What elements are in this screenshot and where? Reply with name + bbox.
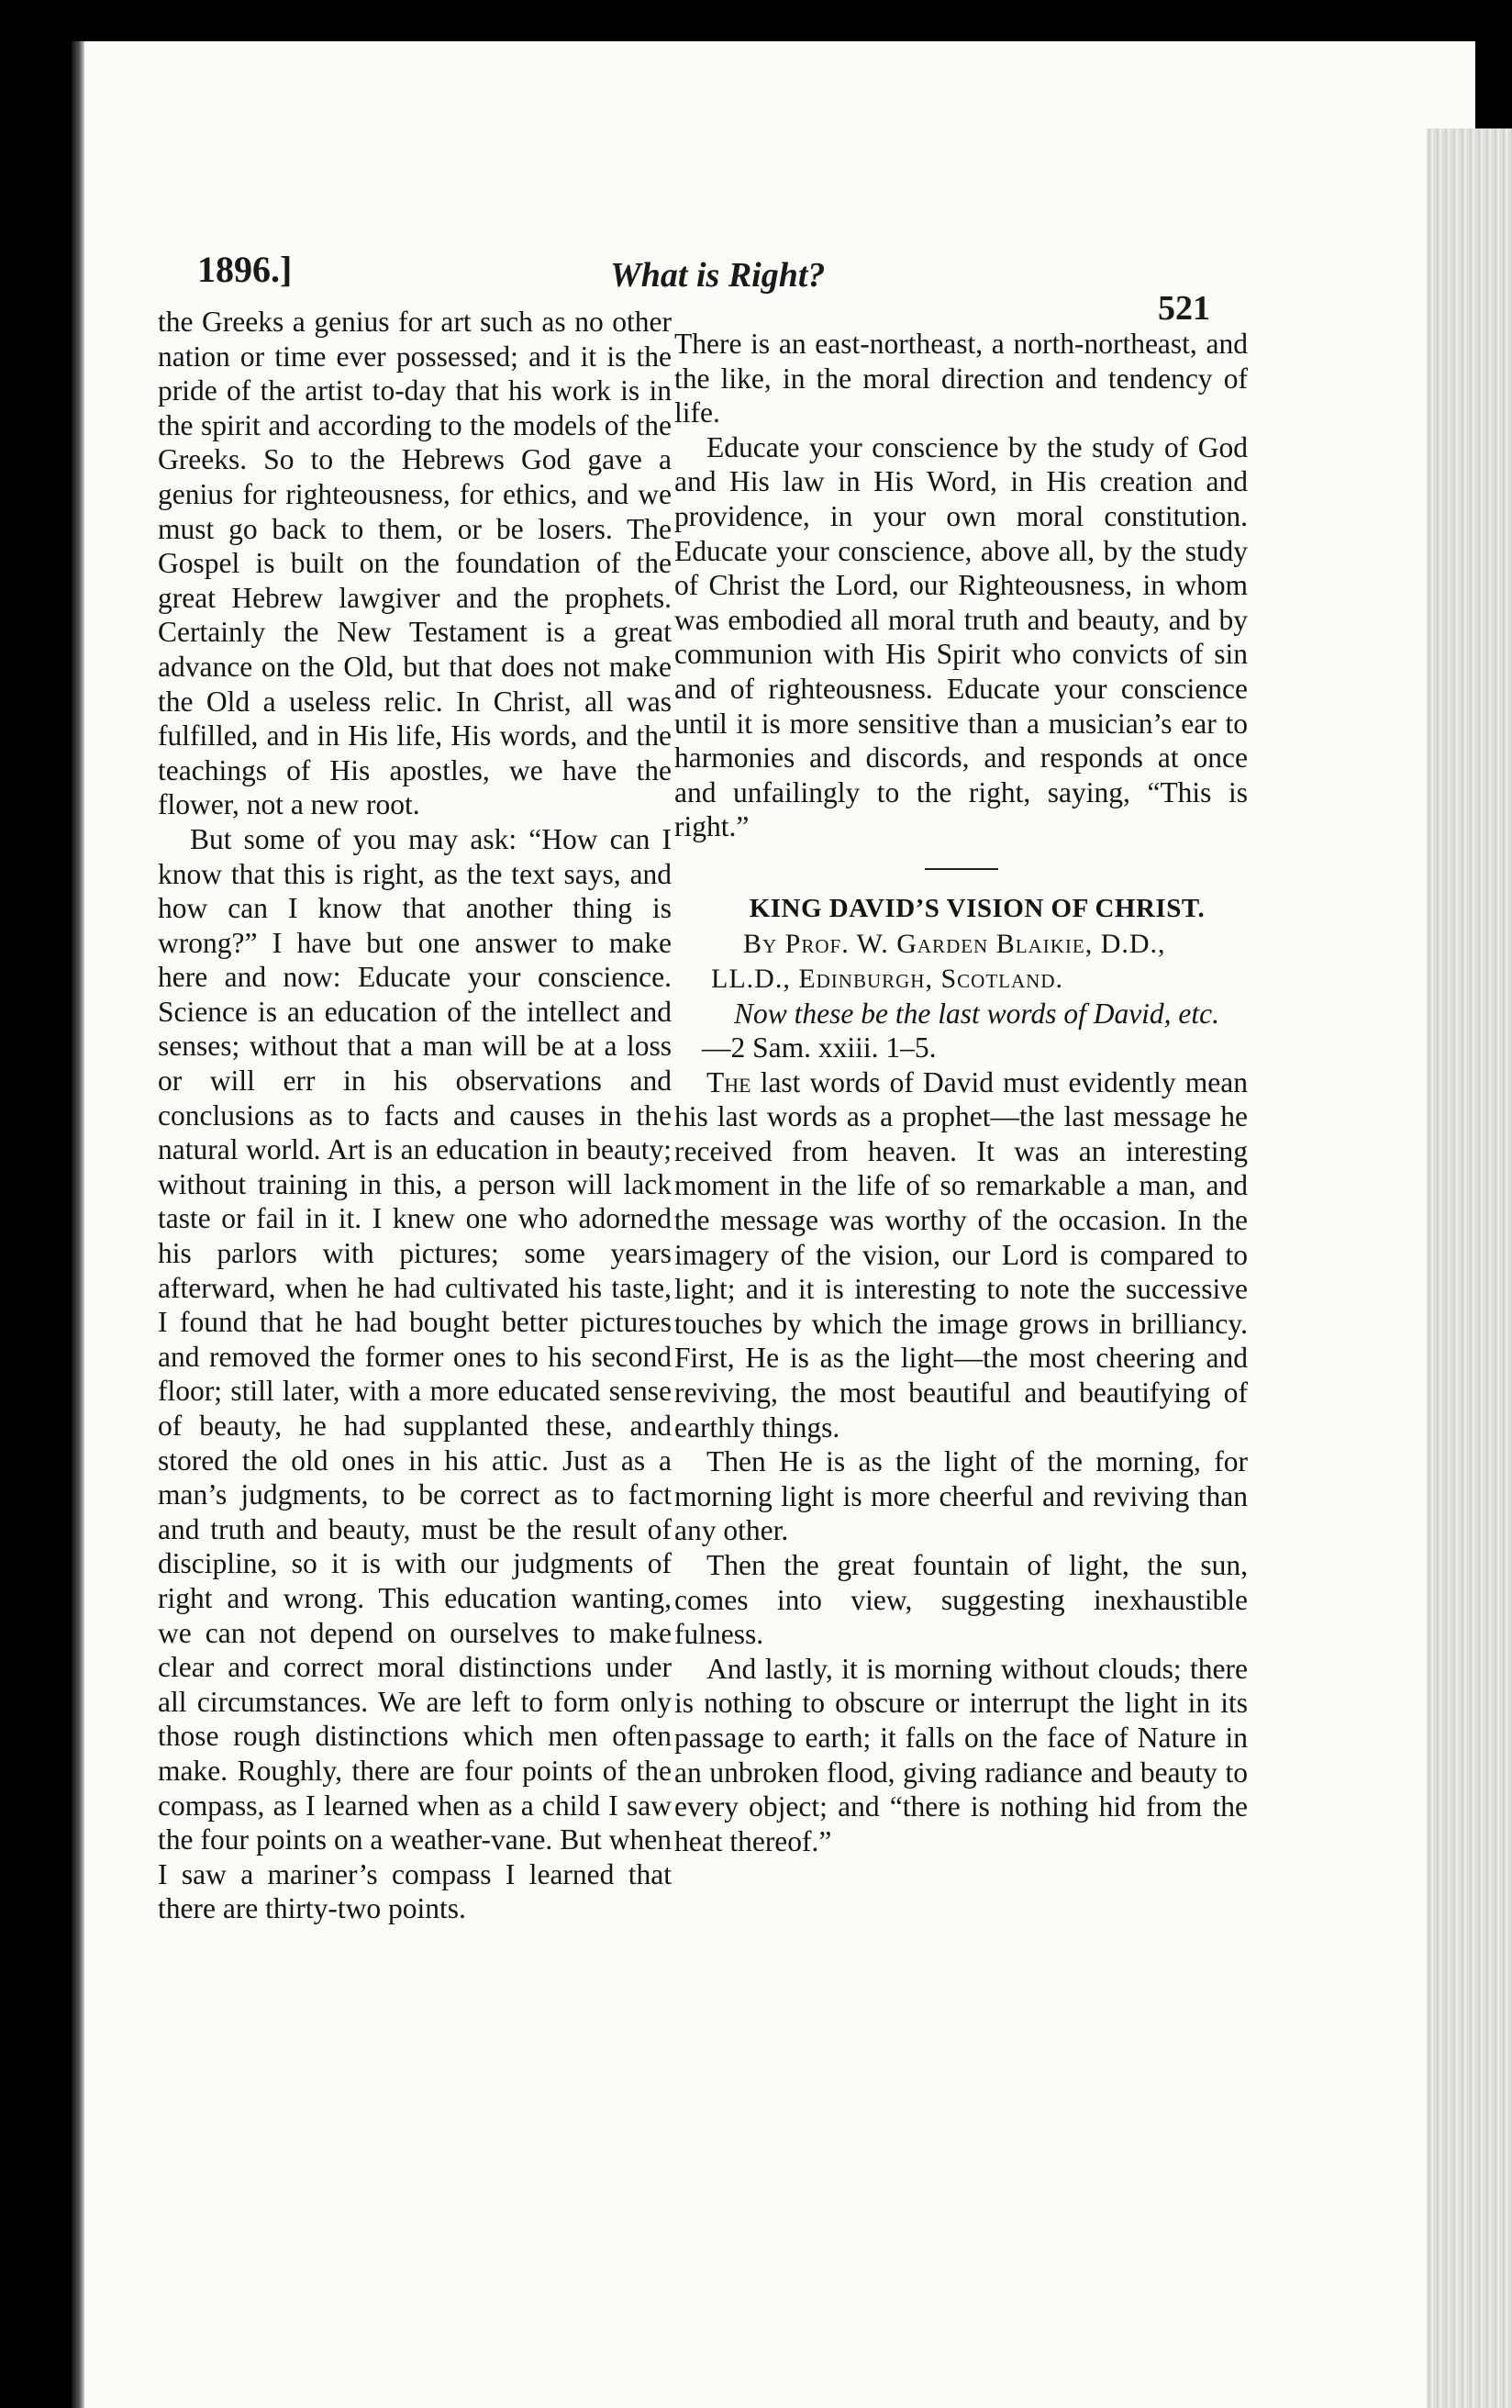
paragraph: There is an east-northeast, a north-northeast, and the like, in the moral direction and tendency of life. (674, 328, 1248, 429)
paragraph: the Greeks a genius for art such as no other nation or time ever possessed; and it is the pride of the artist to-day that his work is in the spirit and according to the models of the Greeks. So to the Hebrews God gave a genius for righteousness, for ethics, and we must go back to them, or be losers. The Gospel is built on the foundation of the great Hebrew lawgiver and the prophets. Certainly the New Testament is a great advance on the Old, but that does not make the Old a useless relic. In Christ, all was fulfilled, and in His life, His words, and the teachings of His apostles, we have the flower, not a new root. (158, 306, 672, 821)
epigraph-reference: —2 Sam. xxiii. 1–5. (702, 1031, 937, 1065)
header-year: 1896.] (197, 249, 293, 290)
page-edge-stack (1427, 128, 1512, 2408)
byline: By Prof. W. Garden Blaikie, D.D., LL.D., Edinburgh, Scotland. (711, 928, 1166, 994)
paragraph: But some of you may ask: “How can I know that this is right, as the text says, and how can I know that another thing is wrong?” I have but one answer to make here and now: Educate your conscience. Science is an education of the intellect and senses; without that a man will be at a loss or will err in his observations and conclusions as to facts and causes in the natural world. Art is an education in beauty; without training in this, a person will lack taste or fail in it. I knew one who adorned his parlors with pictures; some years afterward, when he had cultivated his taste, I found that he had bought better pictures and removed the former ones to his second floor; still later, with a more educated sense of beauty, he had supplanted these, and stored the old ones in his attic. Just as a man’s judgments, to be correct as to fact and truth and beauty, must be the result of discipline, so it is with our judgments of right and wrong. This education wanting, we can not depend on ourselves to make clear and correct moral distinctions under all circumstances. We are left to form only those rough distinctions which men often make. Roughly, there are four points of the compass, as I learned when as a child I saw the four points on a weather-vane. But when I saw a mariner’s compass I learned that there are thirty-two points. (158, 822, 672, 1925)
paragraph: Then He is as the light of the morning, for morning light is more cheerful and reviving than any other. (674, 1445, 1248, 1547)
epigraph (674, 997, 1248, 1065)
right-column (674, 327, 1248, 1858)
running-head (0, 248, 1512, 328)
section-divider (925, 868, 998, 870)
paragraph: Educate your conscience by the study of God and His law in His Word, in His creation and providence, in your own moral constitution. Educate your conscience, above all, by the study of Christ the Lord, our Righteousness, in whom was embodied all moral truth and beauty, and by communion with His Spirit who convicts of sin and of righteousness. Educate your conscience until it is more sensitive than a musician’s ear to harmonies and discords, and responds at once and unfailingly to the right, saying, “This is right.” (674, 430, 1248, 843)
left-column (158, 305, 672, 1926)
paragraph (674, 1065, 1248, 1445)
epigraph-text: Now these be the last words of David, etc. (734, 997, 1220, 1030)
paragraph: Then the great fountain of light, the sun, comes into view, suggesting inexhaustible fulness. (674, 1549, 1248, 1651)
binding-gutter (72, 41, 84, 2408)
page-number: 521 (1158, 289, 1210, 328)
article-title: KING DAVID’S VISION OF CHRIST. (749, 893, 1206, 923)
lead-word: The (706, 1065, 751, 1098)
paragraph: And lastly, it is morning without clouds; there is nothing to obscure or interrupt the light in its passage to earth; it falls on the face of Nature in an unbroken flood, giving radiance and beauty to every object; and “there is nothing hid from the heat thereof.” (674, 1652, 1248, 1857)
paragraph-text: last words of David must evidently mean his last words as a prophet—the last message he received from heaven. It was an interesting moment in the life of so remarkable a man, and the message was worthy of the occasion. In the imagery of the vision, our Lord is compared to light; and it is interesting to note the successive touches by which the image grows in brilliancy. First, He is as the light—the most cheering and reviving, the most beautiful and beautifying of earthly things. (674, 1065, 1248, 1444)
header-title: What is Right? (610, 256, 826, 295)
